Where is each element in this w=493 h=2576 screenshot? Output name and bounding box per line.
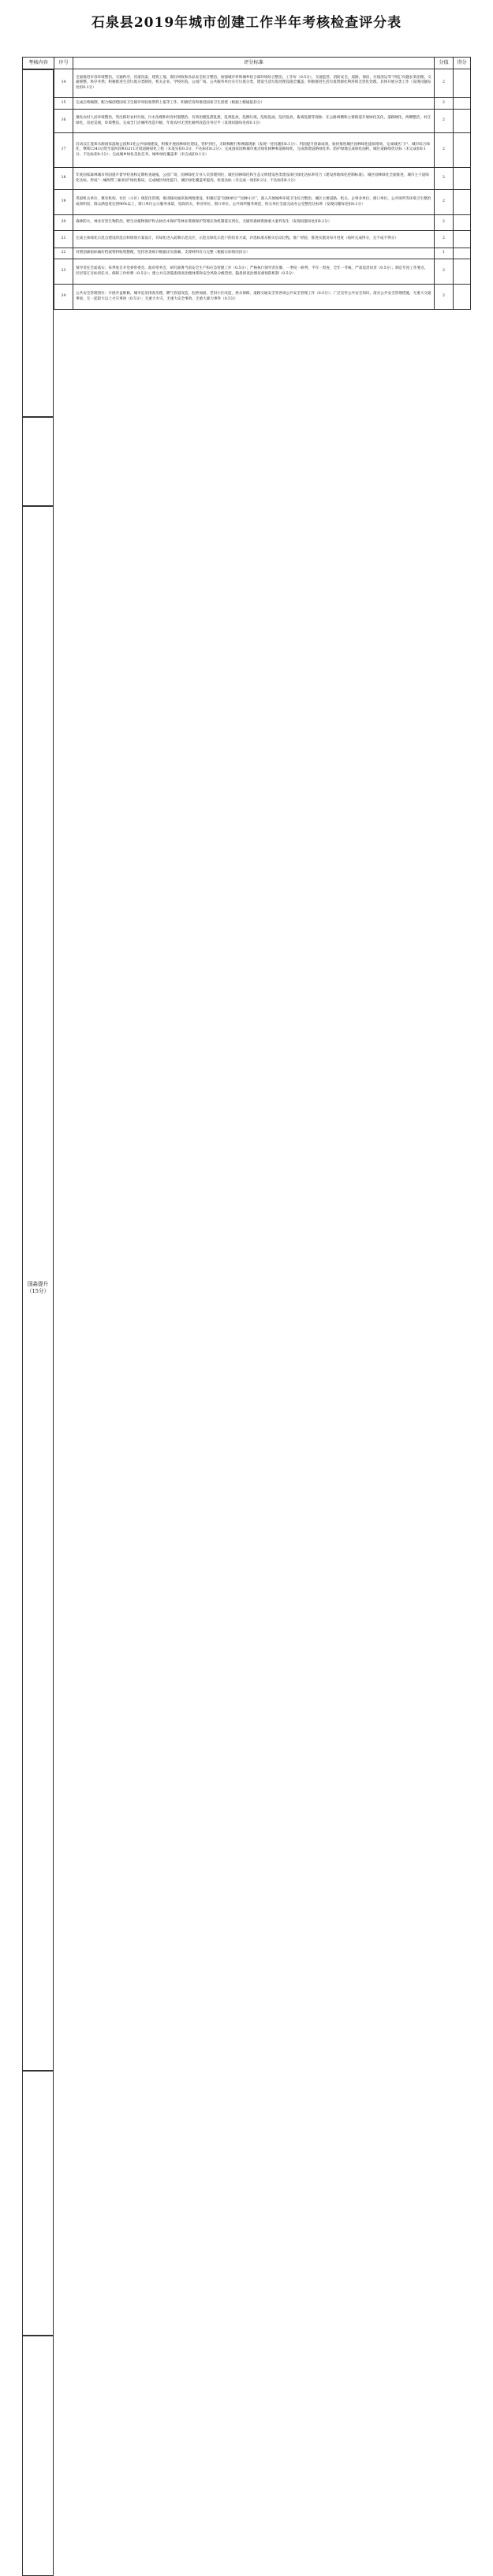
category-cell-empty bbox=[22, 417, 54, 506]
table-row bbox=[23, 259, 471, 285]
row-standard: 完成后续编制，配合编创建国家卫生镇评审验收资料上报等工作，积极培育和推进国家卫生创建（根据上级通报扣分） bbox=[73, 98, 435, 110]
category-points: （15分） bbox=[26, 1288, 50, 1295]
row-standard: 全面推进市容环境整治，交通秩序，河道沟渠，建筑工地，废旧回收和食品安全综合整治，加强城市村和城乡结合部环境综合整治，工作好（0.5分），交通监管，消防安全，道路，保洁，垃圾清运等“四乱”问题长效治理，交通规整，秩序井然；积极推进生活垃圾分类制度，机关企业、学校医院、公园广场、公共服务单位实行垃圾分类，建设生活垃圾处理设施全覆盖；积极推进生活垃圾资源化利用和无害化处理。具体开展分类工作（发现问题每处扣0.1分） bbox=[73, 69, 435, 98]
row-standard: 强化农村人居环境整治，突出抓好农村垃圾、污水治理和村容村貌整治，有效治理乱搭乱建，乱堆乱放，乱倒垃圾，乱贴乱画，乱扔乱放，畜禽乱圈等现象；在公路两侧和主要街道开展绿化美化，道路硬化，两侧整洁，村庄绿化，房屋美观，环境整洁。完成全门店厕所改造升级，年度农村无害化厕所改造任务过半（发现问题每处扣0.1分） bbox=[73, 110, 435, 133]
category-cell-empty bbox=[22, 69, 54, 417]
row-number: 22 bbox=[54, 248, 73, 259]
row-score-cell[interactable] bbox=[454, 248, 471, 259]
header-standard: 评分标准 bbox=[73, 58, 435, 69]
score-table bbox=[22, 57, 471, 310]
category-cell-empty bbox=[22, 2071, 54, 2336]
table-row bbox=[23, 69, 471, 98]
category-cell-empty bbox=[22, 2336, 54, 2576]
table-row bbox=[23, 248, 471, 259]
table-row bbox=[23, 285, 471, 310]
row-number: 23 bbox=[54, 259, 73, 285]
row-number: 19 bbox=[54, 190, 73, 215]
table-header-row bbox=[23, 58, 471, 69]
row-number: 20 bbox=[54, 215, 73, 231]
row-points: 2 bbox=[435, 69, 454, 98]
row-standard: 巩固机关单位，教育机构，社区（小区）规范化管理，推进移动通讯和网络建设，积极打造“园林单位”“园林小区”，深入开展城乡环境卫生综合整治，城区主要道路、机关、企事业单位、窗口单位、公共场所等环境卫生整治成效明显，群众满意度达到90%以上，窗口单位公示服务承诺，党政机关、事业单位、窗口单位、公共场所服务规范，机关单位全面完成办公室整治达标率（发现问题每处扣0.1分） bbox=[73, 190, 435, 215]
row-standard: 年度国家森林城市巩固提升督导检查和定期检查通报，公园广场，园林绿化专业人员管理到位，城区园林绿化和生态文明建设各类建设项目绿化达标率符合《建设用地绿化控制标准》，城区园林绿化全面推进，城市主干道绿化达标，形成“一城两带三廊多园”绿化格局，完成城区绿化提升，城区绿化覆盖率提高，检查达标（未完成一项扣0.2分，不达标扣0.1分） bbox=[73, 168, 435, 190]
row-standard: 领导责任全面落实；每季度召开党委常委会、政府常务会，研究部署当前安全生产和应急管理工作（0.5分）；严格执行领导责任制，一季度一研判，半年一督查，全年一考核，严肃追责问责（0.5分）；制定年度工作要点，层层签订目标责任书，保障工作经费（0.5分）；建立并完善隐患排查治理体系和安全风险分级管控、隐患排查治理双重预防机制（0.5分） bbox=[73, 259, 435, 285]
row-points: 2 bbox=[435, 98, 454, 110]
row-score-cell[interactable] bbox=[454, 110, 471, 133]
row-points: 2 bbox=[435, 285, 454, 310]
row-score-cell[interactable] bbox=[454, 133, 471, 168]
header-points: 分值 bbox=[435, 58, 454, 69]
row-standard: 启动汉江蓬莱水源国家湿地公园和1处公共绿地建设，积极开展园林绿化建设，管护到位，无缺株断行和裸露现象（发现一处问题扣0.1分）；巩固提升创森成效，加快推进城区园林绿化提质增效，完成城区门户、城市综合绿化，继续C341后绕至道河段和G211过境道路绿化工程（未落实扣0.3分，不达标扣0.2分）；完成国家园林城市重点绿化树种和道路绿化，完成新建道路绿化率、防护绿地完成绿化面积，城区道路绿化达标（未完成扣0.1分，不达标扣0.1分）；完成城乡绿化美化任务，城乡绿化覆盖率（未完成扣0.1分） bbox=[73, 133, 435, 168]
row-points: 2 bbox=[435, 168, 454, 190]
table-row bbox=[23, 190, 471, 215]
row-standard: 完成主体绿化示范点建设的选点和规划方案设计，有绿化进入前期示范点区，示范点绿化示范户的培育方案，评选标准及相关启动过程，推广经验，推进实施及每月进度（按时完成得分，完不成不得分） bbox=[73, 231, 435, 248]
row-score-cell[interactable] bbox=[454, 69, 471, 98]
row-score-cell[interactable] bbox=[454, 285, 471, 310]
category-cell bbox=[22, 506, 54, 2072]
row-number: 17 bbox=[54, 133, 73, 168]
row-score-cell[interactable] bbox=[454, 215, 471, 231]
row-standard: 公共安全管理到位：开展井盖维修，城市危房排查治理，燃气管道改造，危桥加固，老旧小区改造，供水保障，道路交通安全等各项公共安全管理工作（0.5分）；广泛宣传公共安全知识，落实公共安全管理措施，无重大交通事故，无一起较大以上火灾事故（0.5分）；无重大火灾，无重大安全事故，无重大暴力事件（0.5分） bbox=[73, 285, 435, 310]
row-score-cell[interactable] bbox=[454, 98, 471, 110]
row-points: 1 bbox=[435, 248, 454, 259]
row-points: 2 bbox=[435, 133, 454, 168]
table-row bbox=[23, 231, 471, 248]
table-row bbox=[23, 133, 471, 168]
category-label: 国森提升 bbox=[27, 1281, 49, 1288]
header-score: 得分 bbox=[454, 58, 471, 69]
row-standard: 对照创森指标做好档案资料收集整理，坚持各类统计数据详实准确，支撑材料有力完整（根据实际情况扣分） bbox=[73, 248, 435, 259]
row-score-cell[interactable] bbox=[454, 168, 471, 190]
table-row bbox=[23, 110, 471, 133]
table-row bbox=[23, 168, 471, 190]
row-score-cell[interactable] bbox=[454, 259, 471, 285]
row-standard: 森林防火，林业有害生物防治，野生动植物保护和古树名木保护等林业资源保护管理长效机制落实到位，无破坏森林资源重大案件发生（发现问题每处扣0.2分） bbox=[73, 215, 435, 231]
row-number: 24 bbox=[54, 285, 73, 310]
header-category: 考核内容 bbox=[23, 58, 54, 69]
document-title: 石泉县2019年城市创建工作半年考核检查评分表 bbox=[91, 15, 402, 31]
table-row bbox=[23, 98, 471, 110]
category-column bbox=[22, 68, 54, 1295]
row-number: 15 bbox=[54, 98, 73, 110]
row-points: 2 bbox=[435, 231, 454, 248]
row-score-cell[interactable] bbox=[454, 231, 471, 248]
row-score-cell[interactable] bbox=[454, 190, 471, 215]
row-points: 2 bbox=[435, 190, 454, 215]
header-number: 序号 bbox=[54, 58, 73, 69]
row-number: 18 bbox=[54, 168, 73, 190]
row-number: 14 bbox=[54, 69, 73, 98]
table-row bbox=[23, 215, 471, 231]
row-points: 2 bbox=[435, 110, 454, 133]
row-number: 21 bbox=[54, 231, 73, 248]
row-points: 2 bbox=[435, 259, 454, 285]
row-points: 2 bbox=[435, 215, 454, 231]
row-number: 16 bbox=[54, 110, 73, 133]
